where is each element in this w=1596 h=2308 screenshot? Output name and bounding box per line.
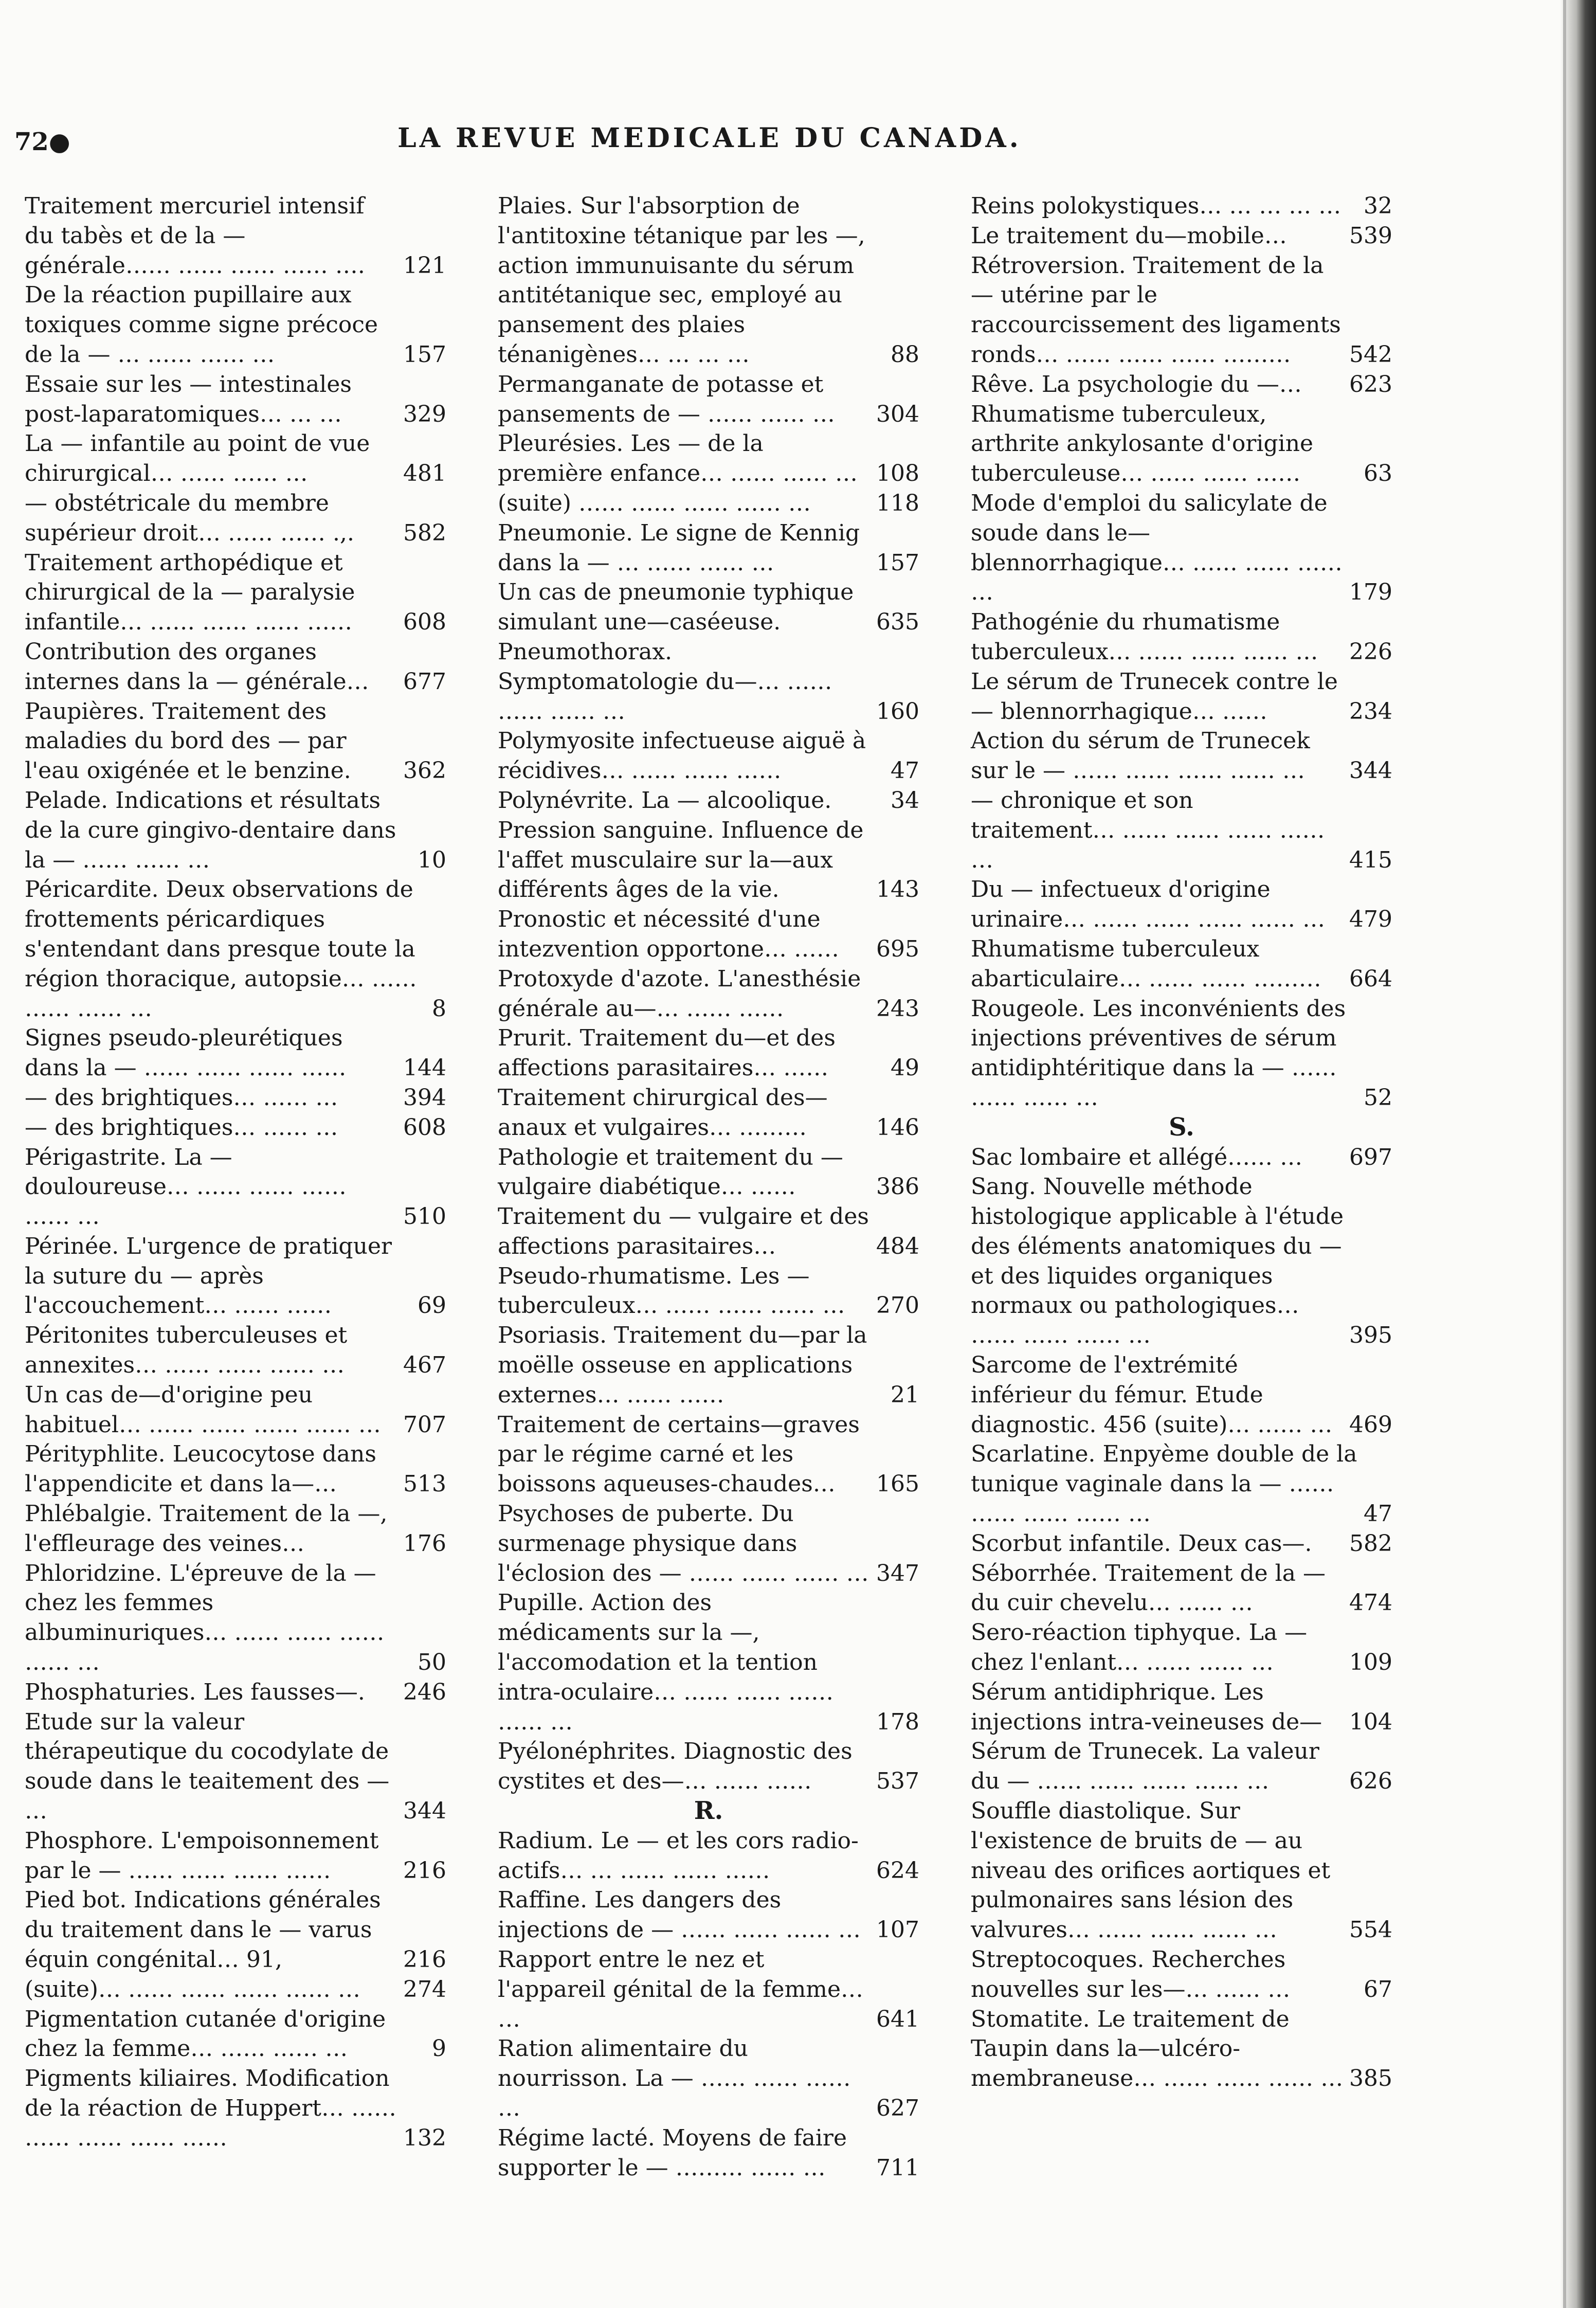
entry-text: Le traitement du—mobile… <box>971 222 1287 249</box>
index-entry <box>971 1796 1392 1945</box>
index-entry <box>25 1232 446 1321</box>
entry-text: Essaie sur les — intestinales post-laparatomiques… … … <box>25 371 352 427</box>
index-entry <box>971 1678 1392 1737</box>
index-entry <box>498 1143 919 1202</box>
entry-text: Du — infectueux d'origine urinaire… …… …… …… …… … <box>971 876 1326 933</box>
entry-page-number: 344 <box>403 1798 446 1825</box>
index-entry <box>971 786 1392 875</box>
entry-text: Phloridzine. L'épreuve de la — chez les femmes albuminuriques… …… …… …… …… … <box>25 1560 385 1676</box>
index-entry <box>498 1083 919 1143</box>
index-entry <box>25 1143 446 1232</box>
section-letter: S. <box>1169 1112 1194 1142</box>
entry-text: Pyélonéphrites. Diagnostic des cystites et des—… …… …… <box>498 1738 853 1795</box>
index-entry <box>971 1618 1392 1678</box>
entry-page-number: 484 <box>876 1233 919 1259</box>
index-entry <box>971 1350 1392 1439</box>
entry-page-number: 608 <box>403 609 446 636</box>
entry-text: Rapport entre le nez et l'appareil génital de la femme… … <box>498 1946 864 2032</box>
entry-text: Streptocoques. Recherches nouvelles sur les—… …… … <box>971 1946 1291 2003</box>
entry-text: Péritonites tuberculeuses et annexites… …… …… …… … <box>25 1322 348 1379</box>
entry-text: Souffle diastolique. Sur l'existence de bruits de — au niveau des orifices aortiques et pulmonaires sans lésion des valvures… …… …… …… … <box>971 1798 1331 1943</box>
entry-page-number: 394 <box>403 1084 446 1111</box>
entry-text: Péricardite. Deux observations de frottements péricardiques s'entendant dans presque toute la région thoracique, autopsie… …… …… …… … <box>25 876 417 1022</box>
entry-page-number: 347 <box>876 1560 919 1586</box>
index-entry <box>25 280 446 369</box>
index-entry <box>25 548 446 637</box>
entry-text: Pigments kiliaires. Modification de la réaction de Huppert… …… …… …… …… …… <box>25 2065 396 2151</box>
index-entry <box>498 1410 919 1499</box>
index-entry <box>25 2005 446 2064</box>
entry-text: Traitement de certains—graves par le régime carné et les boissons aqueuses-chaudes… <box>498 1411 860 1498</box>
entry-text: Protoxyde d'azote. L'anesthésie générale au—… …… …… <box>498 965 861 1022</box>
entry-page-number: 34 <box>891 787 919 814</box>
entry-text: Rhumatisme tuberculeux, arthrite ankylosante d'origine tuberculeuse… …… …… …… <box>971 401 1314 487</box>
entry-page-number: 641 <box>876 2006 919 2032</box>
entry-text: — chronique et son traitement… …… …… …… …… … <box>971 787 1325 873</box>
entry-text: Pneumothorax. Symptomatologie du—… …… …… …… … <box>498 638 832 725</box>
index-entry <box>498 2123 919 2183</box>
entry-page-number: 121 <box>403 252 446 279</box>
index-entry <box>971 667 1392 727</box>
running-title: LA REVUE MEDICALE DU CANADA. <box>397 122 1022 154</box>
entry-text: Paupières. Traitement des maladies du bord des — par l'eau oxigénée et le benzine. <box>25 698 351 784</box>
entry-text: Mode d'emploi du salicylate de soude dans le— blennorrhagique… …… …… …… … <box>971 490 1343 606</box>
entry-page-number: 386 <box>876 1174 919 1200</box>
index-entry <box>498 370 919 429</box>
entry-page-number: 513 <box>403 1471 446 1498</box>
index-entry <box>971 251 1392 370</box>
index-entry <box>498 816 919 905</box>
index-column-left <box>25 191 446 2153</box>
entry-page-number: 539 <box>1349 222 1392 249</box>
index-entry <box>25 1707 446 1826</box>
entry-text: Plaies. Sur l'absorption de l'antitoxine tétanique par les —, action immunuisante du sérum antitétanique sec, employé au pansement des plaies ténanigènes… … … … <box>498 193 865 368</box>
index-entry <box>498 1885 919 1945</box>
index-entry <box>498 1945 919 2034</box>
entry-text: Pigmentation cutanée d'origine chez la femme… …… …… … <box>25 2006 386 2062</box>
entry-page-number: 144 <box>403 1055 446 1081</box>
index-entry <box>25 489 446 548</box>
index-entry <box>25 1975 446 2005</box>
entry-text: Sac lombaire et allégé…… … <box>971 1144 1303 1170</box>
entry-text: Rhumatisme tuberculeux abarticulaire… …… …… ……… <box>971 935 1321 992</box>
entry-page-number: 626 <box>1349 1768 1392 1795</box>
index-entry <box>25 1885 446 1974</box>
entry-text: Etude sur la valeur thérapeutique du cocodylate de soude dans le teaitement des — … <box>25 1708 390 1825</box>
entry-page-number: 160 <box>876 698 919 725</box>
entry-text: — des brightiques… …… … <box>25 1114 338 1141</box>
entry-page-number: 711 <box>876 2154 919 2181</box>
entry-page-number: 537 <box>876 1768 919 1795</box>
index-entry <box>25 1499 446 1559</box>
index-entry <box>498 1321 919 1410</box>
entry-text: Signes pseudo-pleurétiques dans la — …… …… …… …… <box>25 1025 347 1081</box>
index-entry <box>498 1737 919 1796</box>
entry-text: Raffine. Les dangers des injections de — …… …… …… … <box>498 1887 861 1943</box>
entry-page-number: 32 <box>1364 193 1392 219</box>
entry-text: Sang. Nouvelle méthode histologique applicable à l'étude des éléments anatomiques du — et des liquides organiques normaux ou pathologiques… …… …… …… … <box>971 1174 1344 1349</box>
index-entry <box>971 875 1392 934</box>
index-entry <box>971 1559 1392 1618</box>
index-entry <box>25 1439 446 1499</box>
entry-page-number: 304 <box>876 401 919 427</box>
entry-page-number: 274 <box>403 1976 446 2003</box>
entry-text: Rougeole. Les inconvénients des injections préventives de sérum antidiphtéritique dans la — …… …… …… … <box>971 995 1346 1111</box>
entry-text: Périnée. L'urgence de pratiquer la suture du — après l'accouchement… …… …… <box>25 1233 392 1319</box>
binding-edge <box>1560 0 1596 2308</box>
entry-text: Le sérum de Trunecek contre le — blennorrhagique… …… <box>971 668 1338 725</box>
entry-page-number: 157 <box>876 549 919 576</box>
entry-page-number: 132 <box>403 2124 446 2151</box>
entry-page-number: 344 <box>1349 758 1392 784</box>
index-entry <box>971 1439 1392 1528</box>
entry-text: Sero-réaction tiphyque. La — chez l'enlant… …… …… … <box>971 1619 1308 1676</box>
entry-page-number: 707 <box>403 1411 446 1438</box>
entry-text: Polynévrite. La — alcoolique. <box>498 787 832 814</box>
entry-page-number: 50 <box>418 1649 446 1676</box>
entry-page-number: 10 <box>418 846 446 873</box>
index-entry <box>25 1559 446 1678</box>
index-entry <box>25 1023 446 1083</box>
entry-text: Traitement arthopédique et chirurgical de la — paralysie infantile… …… …… …… …… <box>25 549 355 636</box>
entry-page-number: 554 <box>1349 1917 1392 1943</box>
entry-page-number: 395 <box>1349 1322 1392 1349</box>
entry-text: Traitement du — vulgaire et des affections parasitaires… <box>498 1203 869 1259</box>
entry-page-number: 479 <box>1349 906 1392 933</box>
entry-text: Rétroversion. Traitement de la — utérine par le raccourcissement des ligaments ronds… …… …… …… ……… <box>971 252 1341 368</box>
index-entry <box>498 1202 919 1261</box>
entry-text: Psychoses de puberte. Du surmenage physique dans l'éclosion des — …… …… …… … <box>498 1501 869 1586</box>
entry-page-number: 635 <box>876 609 919 636</box>
index-entry <box>971 607 1392 667</box>
entry-page-number: 385 <box>1349 2065 1392 2092</box>
entry-text: Un cas de pneumonie typhique simulant une—caséeuse. <box>498 579 854 636</box>
index-entry <box>498 964 919 1024</box>
entry-text: — obstétricale du membre supérieur droit… …… …… .,. <box>25 490 354 546</box>
index-entry <box>971 1529 1392 1559</box>
index-entry <box>971 726 1392 786</box>
entry-text: La — infantile au point de vue chirurgical… …… …… … <box>25 430 370 487</box>
index-entry <box>25 1113 446 1143</box>
entry-text: Scorbut infantile. Deux cas—. <box>971 1530 1312 1557</box>
index-entry <box>498 1826 919 1886</box>
index-entry <box>971 1945 1392 2005</box>
entry-text: Séborrhée. Traitement de la — du cuir chevelu… …… … <box>971 1560 1326 1616</box>
entry-text: Un cas de—d'origine peu habituel… …… …… …… …… … <box>25 1381 381 1438</box>
entry-text: (suite) …… …… …… …… … <box>498 490 811 516</box>
entry-page-number: 582 <box>403 519 446 546</box>
entry-page-number: 329 <box>403 401 446 427</box>
entry-text: Pelade. Indications et résultats de la cure gingivo-dentaire dans la — …… …… … <box>25 787 396 873</box>
entry-text: Pied bot. Indications générales du traitement dans le — varus équin congénital… 91, <box>25 1887 381 1973</box>
index-entry <box>25 1826 446 1886</box>
index-entry <box>498 1499 919 1588</box>
index-entry <box>498 637 919 726</box>
entry-page-number: 226 <box>1349 638 1392 665</box>
entry-text: (suite)… …… …… …… …… … <box>25 1976 360 2003</box>
entry-page-number: 109 <box>1349 1649 1392 1676</box>
index-entry <box>25 2064 446 2153</box>
index-column-right <box>971 191 1392 2094</box>
entry-page-number: 157 <box>403 341 446 368</box>
entry-text: Prurit. Traitement du—et des affections parasitaires… …… <box>498 1025 836 1081</box>
entry-page-number: 481 <box>403 460 446 487</box>
index-entry <box>498 518 919 578</box>
entry-page-number: 608 <box>403 1114 446 1141</box>
entry-text: Action du sérum de Trunecek sur le — …… …… …… …… … <box>971 728 1310 784</box>
entry-page-number: 165 <box>876 1471 919 1498</box>
entry-page-number: 467 <box>403 1352 446 1379</box>
index-entry <box>25 637 446 697</box>
entry-text: Pseudo-rhumatisme. Les — tuberculeux… …… …… …… … <box>498 1263 845 1319</box>
entry-page-number: 234 <box>1349 698 1392 725</box>
entry-text: Contribution des organes internes dans la — générale… <box>25 638 369 695</box>
index-entry <box>498 1261 919 1321</box>
index-entry <box>971 221 1392 251</box>
entry-page-number: 510 <box>403 1203 446 1230</box>
entry-text: — des brightiques… …… … <box>25 1084 338 1111</box>
entry-text: Traitement chirurgical des—anaux et vulgaires… ……… <box>498 1084 828 1141</box>
index-entry <box>498 726 919 786</box>
entry-page-number: 47 <box>891 758 919 784</box>
index-entry <box>971 1172 1392 1350</box>
index-entry <box>25 786 446 875</box>
entry-page-number: 179 <box>1349 579 1392 606</box>
index-entry <box>971 994 1392 1113</box>
entry-page-number: 677 <box>403 668 446 695</box>
entry-text: Périgastrite. La — douloureuse… …… …… …… …… … <box>25 1144 347 1230</box>
entry-text: Phosphaturies. Les fausses—. <box>25 1679 365 1705</box>
entry-page-number: 104 <box>1349 1708 1392 1735</box>
entry-text: Pression sanguine. Influence de l'affet musculaire sur la—aux différents âges de la vie. <box>498 817 864 903</box>
index-entry <box>971 934 1392 994</box>
entry-page-number: 108 <box>876 460 919 487</box>
entry-page-number: 243 <box>876 995 919 1022</box>
entry-page-number: 118 <box>876 490 919 516</box>
index-entry <box>25 1321 446 1380</box>
entry-page-number: 9 <box>432 2035 446 2062</box>
index-entry <box>971 1737 1392 1796</box>
entry-page-number: 8 <box>432 995 446 1022</box>
index-entry <box>25 697 446 786</box>
index-entry <box>25 370 446 429</box>
entry-page-number: 21 <box>891 1381 919 1408</box>
entry-page-number: 362 <box>403 758 446 784</box>
index-entry <box>498 1023 919 1083</box>
entry-text: Pathologie et traitement du — vulgaire diabétique… …… <box>498 1144 843 1200</box>
index-entry <box>25 1083 446 1113</box>
entry-page-number: 176 <box>403 1530 446 1557</box>
entry-text: Pupille. Action des médicaments sur la —, l'accomodation et la tention intra-oculaire… …… …… …… …… … <box>498 1590 834 1735</box>
index-entry <box>25 1380 446 1440</box>
entry-page-number: 52 <box>1364 1084 1392 1111</box>
index-entry <box>25 875 446 1023</box>
entry-page-number: 469 <box>1349 1411 1392 1438</box>
index-entry <box>498 2034 919 2123</box>
index-entry <box>498 578 919 637</box>
index-column-middle <box>498 191 919 2183</box>
entry-text: Radium. Le — et les cors radio-actifs… … …… …… …… <box>498 1827 859 1884</box>
entry-text: Sérum de Trunecek. La valeur du — …… …… …… …… … <box>971 1738 1319 1795</box>
entry-page-number: 246 <box>403 1679 446 1705</box>
entry-page-number: 623 <box>1349 371 1392 398</box>
entry-text: Pronostic et nécessité d'une intezvention opportone… …… <box>498 906 839 962</box>
entry-page-number: 178 <box>876 1708 919 1735</box>
entry-page-number: 624 <box>876 1857 919 1884</box>
entry-text: Permanganate de potasse et pansements de — …… …… … <box>498 371 835 427</box>
index-entry <box>498 489 919 518</box>
entry-text: Rêve. La psychologie du —… <box>971 371 1302 398</box>
entry-page-number: 695 <box>876 935 919 962</box>
entry-text: Régime lacté. Moyens de faire supporter le — ……… …… … <box>498 2124 847 2181</box>
entry-page-number: 270 <box>876 1292 919 1319</box>
entry-text: Pneumonie. Le signe de Kennig dans la — … …… …… … <box>498 519 860 576</box>
entry-text: Pathogénie du rhumatisme tuberculeux… …… …… …… … <box>971 609 1318 665</box>
entry-page-number: 415 <box>1349 846 1392 873</box>
entry-text: Sarcome de l'extrémité inférieur du fémur. Etude diagnostic. 456 (suite)… …… … <box>971 1352 1333 1438</box>
entry-page-number: 49 <box>891 1055 919 1081</box>
entry-page-number: 664 <box>1349 965 1392 992</box>
page-number: 72● <box>14 128 70 156</box>
index-entry <box>971 2005 1392 2094</box>
section-letter: R. <box>694 1796 723 1826</box>
entry-text: Scarlatine. Enpyème double de la tunique vaginale dans la — …… …… …… …… … <box>971 1441 1357 1527</box>
entry-text: Pleurésies. Les — de la première enfance… …… …… … <box>498 430 858 487</box>
entry-page-number: 69 <box>418 1292 446 1319</box>
index-entry <box>498 1588 919 1737</box>
index-entry <box>498 905 919 964</box>
entry-text: Pérityphlite. Leucocytose dans l'appendicite et dans la—… <box>25 1441 376 1498</box>
index-entry <box>498 429 919 489</box>
entry-text: Psoriasis. Traitement du—par la moëlle osseuse en applications externes… …… …… <box>498 1322 867 1408</box>
entry-page-number: 88 <box>891 341 919 368</box>
entry-text: De la réaction pupillaire aux toxiques comme signe précoce de la — … …… …… … <box>25 282 378 368</box>
entry-page-number: 47 <box>1364 1501 1392 1527</box>
entry-text: Traitement mercuriel intensif du tabès et de la — générale…… …… …… …… …. <box>25 193 365 279</box>
index-entry <box>498 191 919 370</box>
entry-page-number: 146 <box>876 1114 919 1141</box>
index-entry <box>971 1143 1392 1173</box>
entry-page-number: 627 <box>876 2095 919 2121</box>
entry-page-number: 697 <box>1349 1144 1392 1170</box>
index-entry <box>25 1678 446 1707</box>
entry-page-number: 67 <box>1364 1976 1392 2003</box>
entry-text: Reins polokystiques… … … … … <box>971 193 1341 219</box>
index-entry <box>25 429 446 489</box>
entry-text: Ration alimentaire du nourrisson. La — …… …… …… … <box>498 2035 851 2121</box>
entry-page-number: 474 <box>1349 1590 1392 1616</box>
index-entry <box>25 191 446 280</box>
entry-text: Phlébalgie. Traitement de la —, l'effleurage des veines… <box>25 1501 388 1557</box>
entry-page-number: 107 <box>876 1917 919 1943</box>
index-entry <box>971 400 1392 489</box>
index-entry <box>498 786 919 816</box>
entry-page-number: 63 <box>1364 460 1392 487</box>
entry-text: Polymyosite infectueuse aiguë à récidives… …… …… …… <box>498 728 866 784</box>
index-entry <box>971 370 1392 400</box>
entry-text: Stomatite. Le traitement de Taupin dans la—ulcéro-membraneuse… …… …… …… … <box>971 2006 1344 2092</box>
entry-page-number: 143 <box>876 876 919 903</box>
entry-text: Sérum antidiphrique. Les injections intra-veineuses de— <box>971 1679 1322 1735</box>
entry-text: Phosphore. L'empoisonnement par le — …… …… …… …… <box>25 1827 379 1884</box>
entry-page-number: 582 <box>1349 1530 1392 1557</box>
index-entry <box>971 191 1392 221</box>
entry-page-number: 542 <box>1349 341 1392 368</box>
entry-page-number: 216 <box>403 1946 446 1973</box>
index-entry <box>971 489 1392 607</box>
entry-page-number: 216 <box>403 1857 446 1884</box>
